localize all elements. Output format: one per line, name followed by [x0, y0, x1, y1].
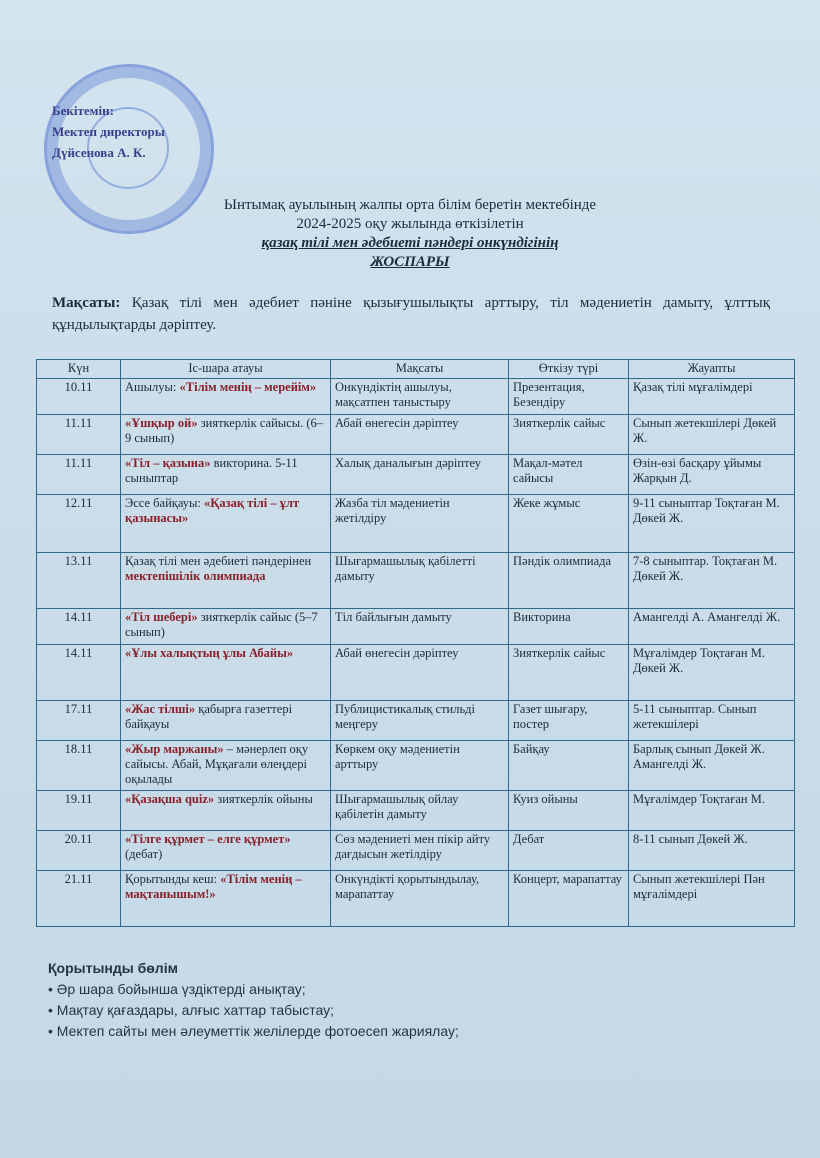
aim-paragraph [52, 292, 770, 336]
goal-cell-goal: Жазба тіл мәдениетін жетілдіру [335, 496, 450, 525]
form-cell-form: Пәндік олимпиада [513, 554, 612, 568]
event-cell-hl: «Тілге құрмет – елге құрмет» [125, 832, 291, 846]
event-cell-pre: Ашылуы: [125, 380, 180, 394]
event-cell-hl: мектепішілік олимпиада [125, 569, 266, 583]
form-cell-form: Зияткерлік сайыс [513, 416, 606, 430]
plan-table-body [37, 379, 795, 927]
event-cell [121, 871, 331, 927]
responsible-cell [629, 701, 795, 741]
event-cell-hl: «Жыр маржаны» [125, 742, 224, 756]
event-cell-hl: «Қазақша quiz» [125, 792, 215, 806]
table-row [37, 831, 795, 871]
form-cell [509, 741, 629, 791]
goal-cell-goal: Көркем оқу мәдениетін арттыру [335, 742, 460, 771]
goal-cell-goal: Халық даналығын дәріптеу [335, 456, 482, 470]
day-cell [37, 741, 121, 791]
form-cell [509, 791, 629, 831]
title-line-3: қазақ тілі мен әдебиеті пәндері онкүндігінің [261, 235, 559, 251]
responsible-cell [629, 379, 795, 415]
day-cell-day: 12.11 [64, 496, 93, 510]
responsible-cell [629, 609, 795, 645]
responsible-cell-resp: 5-11 сыныптар. Сынып жетекшілері [633, 702, 757, 731]
form-cell-form: Байқау [513, 742, 550, 756]
event-cell-post: зияткерлік ойыны [214, 792, 313, 806]
day-cell [37, 609, 121, 645]
event-cell [121, 791, 331, 831]
goal-cell [331, 455, 509, 495]
form-cell-form: Викторина [513, 610, 571, 624]
day-cell [37, 495, 121, 553]
event-cell-post: зияткерлік сайыс (5–7 сынып) [125, 610, 318, 639]
goal-cell-goal: Публицистикалық стильді меңгеру [335, 702, 476, 731]
header-day: Күн [37, 360, 121, 379]
table-row [37, 741, 795, 791]
day-cell [37, 379, 121, 415]
form-cell [509, 415, 629, 455]
day-cell-day: 10.11 [64, 380, 93, 394]
form-cell-form: Зияткерлік сайыс [513, 646, 606, 660]
event-cell [121, 415, 331, 455]
table-row [37, 791, 795, 831]
day-cell-day: 11.11 [64, 416, 93, 430]
goal-cell-goal: Шығармашылық қабілетті дамыту [335, 554, 476, 583]
responsible-cell [629, 415, 795, 455]
approval-line-1: Бекітемін: [52, 103, 114, 118]
form-cell-form: Газет шығару, постер [513, 702, 588, 731]
form-cell [509, 609, 629, 645]
event-cell [121, 553, 331, 609]
responsible-cell [629, 553, 795, 609]
responsible-cell [629, 871, 795, 927]
event-cell [121, 609, 331, 645]
title-line-4: ЖОСПАРЫ [370, 254, 450, 270]
event-cell-post: викторина. 5-11 сыныптар [125, 456, 298, 485]
day-cell [37, 791, 121, 831]
responsible-cell-resp: Қазақ тілі мұғалімдері [633, 380, 753, 394]
goal-cell [331, 609, 509, 645]
goal-cell [331, 379, 509, 415]
table-row [37, 415, 795, 455]
event-cell-post: зияткерлік сайысы. (6–9 сынып) [125, 416, 324, 445]
event-cell [121, 831, 331, 871]
form-cell-form: Дебат [513, 832, 545, 846]
event-cell-hl: «Жас тілші» [125, 702, 196, 716]
event-cell-hl: «Тіл шебері» [125, 610, 198, 624]
event-cell-hl: «Ұшқыр ой» [125, 416, 198, 430]
event-cell-hl: «Қазақ тілі – ұлт қазынасы» [125, 496, 300, 525]
event-cell-post: қабырға газеттері байқауы [125, 702, 293, 731]
responsible-cell-resp: Мұғалімдер Тоқтаған М. [633, 792, 765, 806]
header-event: Іс-шара атауы [121, 360, 331, 379]
form-cell [509, 831, 629, 871]
form-cell [509, 455, 629, 495]
responsible-cell [629, 831, 795, 871]
responsible-cell-resp: Барлық сынып Дөкей Ж. Амангелді Ж. [633, 742, 765, 771]
header-goal: Мақсаты [331, 360, 509, 379]
day-cell [37, 871, 121, 927]
table-row [37, 553, 795, 609]
goal-cell [331, 553, 509, 609]
form-cell [509, 379, 629, 415]
table-row [37, 379, 795, 415]
responsible-cell [629, 455, 795, 495]
goal-cell [331, 831, 509, 871]
event-cell-post: (дебат) [125, 847, 163, 861]
goal-cell [331, 701, 509, 741]
goal-cell [331, 791, 509, 831]
form-cell-form: Жеке жұмыс [513, 496, 581, 510]
table-row [37, 701, 795, 741]
goal-cell [331, 415, 509, 455]
day-cell-day: 13.11 [64, 554, 93, 568]
conclusion-item: • Әр шара бойынша үздіктерді анықтау; [48, 981, 306, 997]
form-cell-form: Мақал-мәтел сайысы [513, 456, 583, 485]
approval-block [52, 100, 165, 163]
form-cell [509, 645, 629, 701]
table-row [37, 871, 795, 927]
event-cell-hl: «Тіл – қазына» [125, 456, 211, 470]
event-cell-hl: «Тілім менің – мақтанышым!» [125, 872, 302, 901]
conclusion-item: • Мақтау қағаздары, алғыс хаттар табыстау; [48, 1002, 334, 1018]
document-title [0, 196, 820, 272]
goal-cell-goal: Тіл байлығын дамыту [335, 610, 452, 624]
table-row [37, 455, 795, 495]
event-cell-pre: Эссе байқауы: [125, 496, 205, 510]
event-cell [121, 495, 331, 553]
responsible-cell [629, 645, 795, 701]
day-cell-day: 21.11 [64, 872, 93, 886]
event-cell [121, 701, 331, 741]
goal-cell [331, 741, 509, 791]
day-cell-day: 14.11 [64, 646, 93, 660]
aim-label: Мақсаты: [52, 295, 121, 311]
day-cell [37, 645, 121, 701]
goal-cell [331, 495, 509, 553]
day-cell-day: 20.11 [64, 832, 93, 846]
event-cell [121, 379, 331, 415]
day-cell-day: 11.11 [64, 456, 93, 470]
conclusion-heading: Қорытынды бөлім [48, 960, 178, 976]
goal-cell [331, 645, 509, 701]
goal-cell [331, 871, 509, 927]
goal-cell-goal: Абай өнегесін дәріптеу [335, 416, 459, 430]
table-row [37, 609, 795, 645]
conclusion-section [48, 958, 459, 1042]
goal-cell-goal: Онкүндікті қорытындылау, марапаттау [335, 872, 480, 901]
title-line-1: Ынтымақ ауылының жалпы орта білім беретін мектебінде [223, 197, 597, 213]
event-cell [121, 455, 331, 495]
day-cell-day: 19.11 [64, 792, 93, 806]
event-cell [121, 645, 331, 701]
responsible-cell-resp: 7-8 сыныптар. Тоқтаған М. Дөкей Ж. [633, 554, 778, 583]
header-responsible: Жауапты [629, 360, 795, 379]
plan-table [36, 359, 795, 927]
goal-cell-goal: Абай өнегесін дәріптеу [335, 646, 459, 660]
form-cell [509, 495, 629, 553]
responsible-cell-resp: Сынып жетекшілері Пән мұғалімдері [633, 872, 765, 901]
day-cell [37, 455, 121, 495]
form-cell [509, 553, 629, 609]
responsible-cell [629, 741, 795, 791]
responsible-cell-resp: Мұғалімдер Тоқтаған М. Дөкей Ж. [633, 646, 765, 675]
goal-cell-goal: Шығармашылық ойлау қабілетін дамыту [335, 792, 459, 821]
header-form: Өткізу түрі [509, 360, 629, 379]
form-cell-form: Концерт, марапаттау [513, 872, 622, 886]
day-cell-day: 18.11 [64, 742, 93, 756]
table-row [37, 495, 795, 553]
aim-text: Қазақ тілі мен әдебиет пәніне қызығушылықты арттыру, тіл мәдениетін дамыту, ұлттық құндылықтарды дәріптеу. [52, 295, 770, 333]
event-cell-pre: Қорытынды кеш: [125, 872, 221, 886]
event-cell-hl: «Тілім менің – мерейім» [179, 380, 317, 394]
day-cell [37, 553, 121, 609]
goal-cell-goal: Сөз мәдениеті мен пікір айту дағдысын жетілдіру [335, 832, 491, 861]
event-cell-pre: Қазақ тілі мен әдебиеті пәндерінен [125, 554, 312, 568]
day-cell [37, 415, 121, 455]
day-cell [37, 701, 121, 741]
conclusion-item: • Мектеп сайты мен әлеуметтік желілерде фотоесеп жариялау; [48, 1023, 459, 1039]
form-cell-form: Куиз ойыны [513, 792, 578, 806]
event-cell-hl: «Ұлы халықтың ұлы Абайы» [125, 646, 294, 660]
responsible-cell [629, 495, 795, 553]
form-cell [509, 871, 629, 927]
responsible-cell-resp: Өзін-өзі басқару ұйымы Жарқын Д. [633, 456, 762, 485]
day-cell-day: 17.11 [64, 702, 93, 716]
responsible-cell-resp: Амангелді А. Амангелді Ж. [633, 610, 781, 624]
responsible-cell-resp: 8-11 сынып Дөкей Ж. [633, 832, 748, 846]
form-cell [509, 701, 629, 741]
event-cell [121, 741, 331, 791]
responsible-cell [629, 791, 795, 831]
table-header-row [37, 360, 795, 379]
day-cell [37, 831, 121, 871]
day-cell-day: 14.11 [64, 610, 93, 624]
goal-cell-goal: Онкүндіктің ашылуы, мақсатпен таныстыру [335, 380, 452, 409]
event-cell-post: – мәнерлеп оқу сайысы. Абай, Мұқағали өлеңдері оқылады [125, 742, 309, 786]
table-row [37, 645, 795, 701]
approval-line-3: Дүйсенова А. К. [52, 145, 146, 160]
responsible-cell-resp: Сынып жетекшілері Дөкей Ж. [633, 416, 777, 445]
form-cell-form: Презентация, Безендіру [513, 380, 585, 409]
responsible-cell-resp: 9-11 сыныптар Тоқтаған М. Дөкей Ж. [633, 496, 780, 525]
approval-line-2: Мектеп директоры [52, 124, 165, 139]
title-line-2: 2024-2025 оқу жылында өткізілетін [296, 216, 524, 232]
